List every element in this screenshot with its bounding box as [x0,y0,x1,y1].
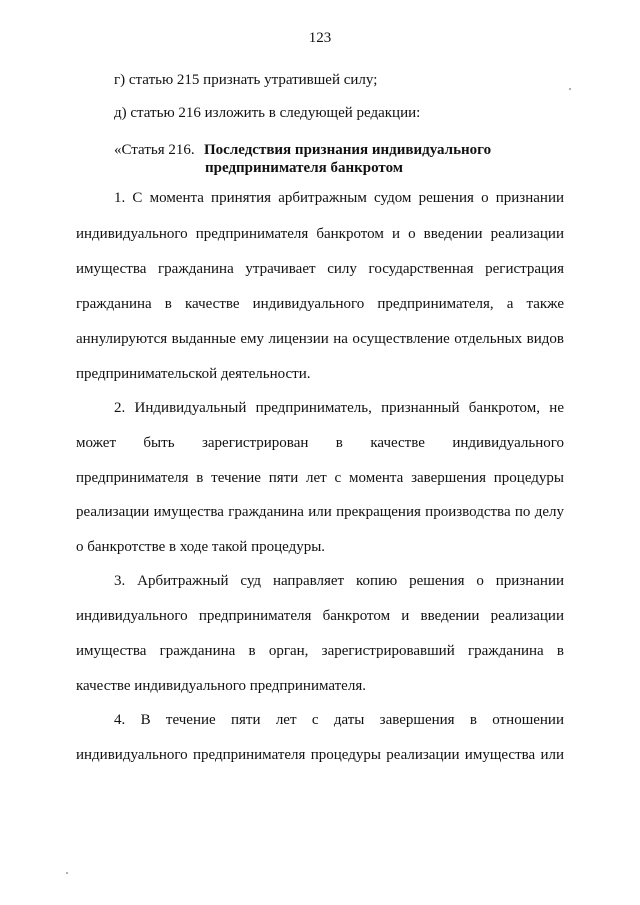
paragraph-line: 1. С момента принятия арбитражным судом решения о признании [114,190,564,206]
paragraph-line: 3. Арбитражный суд направляет копию решения о признании [114,573,564,589]
intro-line-g: г) статью 215 признать утратившей силу; [114,72,378,88]
paragraph-line: аннулируются выданные ему лицензии на осуществление отдельных видов [76,331,564,347]
paragraph-line: 2. Индивидуальный предприниматель, признанный банкротом, не [114,400,564,416]
article-title-line-2: предпринимателя банкротом [205,160,404,176]
paragraph-line: индивидуального предпринимателя банкротом и о введении реализации [76,226,564,242]
article-title [204,141,491,177]
paragraph-line: имущества гражданина в орган, зарегистрировавший гражданина в [76,643,564,659]
paragraph-line: индивидуального предпринимателя процедуры реализации имущества или [76,747,564,763]
paragraph-line: о банкротстве в ходе такой процедуры. [76,539,326,555]
paragraph-line: предпринимательской деятельности. [76,366,311,382]
article-number: «Статья 216. [114,142,195,158]
paragraph-line: реализации имущества гражданина или прекращения производства по делу [76,504,564,520]
page-number: 123 [308,30,332,46]
paragraph-line: предпринимателя в течение пяти лет с момента завершения процедуры [76,470,564,486]
article-title-line-1: Последствия признания индивидуального [204,142,492,158]
paragraph-line: индивидуального предпринимателя банкротом и введении реализации [76,608,564,624]
paragraph-line: качестве индивидуального предпринимателя. [76,678,366,694]
paragraph-line: имущества гражданина утрачивает силу государственная регистрация [76,261,564,277]
scan-speck [569,88,571,90]
scan-speck [66,872,68,874]
paragraph-line: гражданина в качестве индивидуального предпринимателя, а также [76,296,564,312]
paragraph-line: может быть зарегистрирован в качестве индивидуального [76,435,564,451]
intro-line-d: д) статью 216 изложить в следующей редакции: [114,105,421,121]
paragraph-line: 4. В течение пяти лет с даты завершения в отношении [114,712,564,728]
